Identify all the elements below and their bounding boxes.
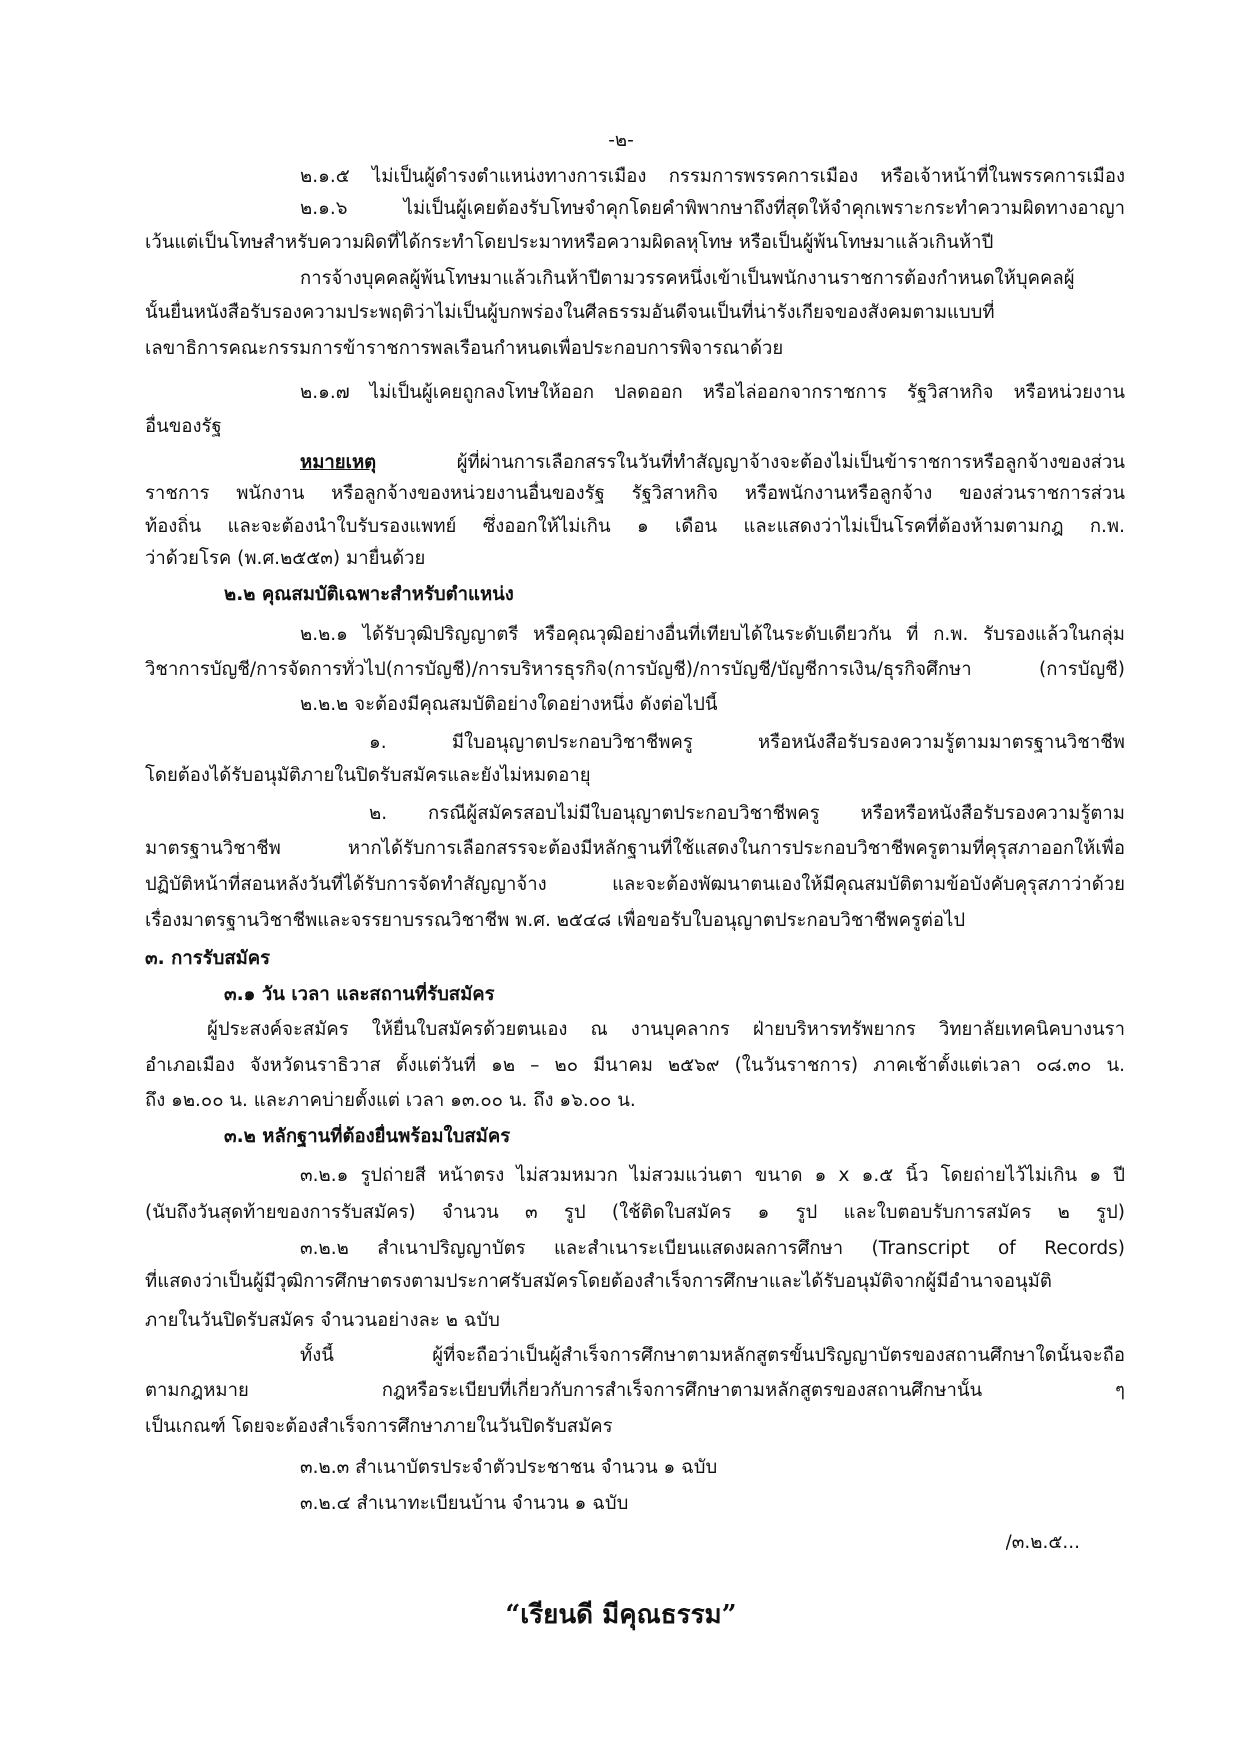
text-line: ๒.๒.๑ ได้รับวุฒิปริญญาตรี หรือคุณวุฒิอย่างอื่นที่เทียบได้ในระดับเดียวกัน ที่ ก.พ. รับรองแล้วในกลุ่ม bbox=[300, 624, 1125, 645]
text-line bbox=[300, 450, 1125, 478]
text-line: เรื่องมาตรฐานวิชาชีพและจรรยาบรรณวิชาชีพ พ.ศ. ๒๕๔๘ เพื่อขอรับใบอนุญาตประกอบวิชาชีพครูต่อไป bbox=[145, 910, 966, 931]
text-line: การจ้างบุคคลผู้พ้นโทษมาแล้วเกินห้าปีตามวรรคหนึ่งเข้าเป็นพนักงานราชการต้องกำหนดให้บุคคลผู้ bbox=[300, 268, 1075, 289]
text-line: เว้นแต่เป็นโทษสำหรับความผิดที่ได้กระทำโดยประมาทหรือความผิดลหุโทษ หรือเป็นผู้พ้นโทษมาแล้วเกินห้าปี bbox=[145, 232, 994, 253]
text-line: ถึง ๑๒.๐๐ น. และภาคบ่ายตั้งแต่ เวลา ๑๓.๐๐ น. ถึง ๑๖.๐๐ น. bbox=[145, 1090, 636, 1111]
text-line: ๓.๒.๔ สำเนาทะเบียนบ้าน จำนวน ๑ ฉบับ bbox=[300, 1493, 629, 1514]
text-line: โดยต้องได้รับอนุมัติภายในปิดรับสมัครและยังไม่หมดอายุ bbox=[145, 765, 591, 786]
text-line: ผู้ประสงค์จะสมัคร ให้ยื่นใบสมัครด้วยตนเอง ณ งานบุคลากร ฝ่ายบริหารทรัพยากร วิทยาลัยเทคนิคบางนรา bbox=[207, 1019, 1125, 1040]
text-line: นั้นยื่นหนังสือรับรองความประพฤติว่าไม่เป็นผู้บกพร่องในศีลธรรมอันดีจนเป็นที่น่ารังเกียจของสังคมตามแบบที่ bbox=[145, 302, 995, 323]
section-heading: ๓.๒ หลักฐานที่ต้องยื่นพร้อมใบสมัคร bbox=[224, 1126, 511, 1147]
page-number: -๒- bbox=[608, 130, 634, 151]
text-line: ภายในวันปิดรับสมัคร จำนวนอย่างละ ๒ ฉบับ bbox=[145, 1310, 500, 1331]
text-line: ๒.๑.๕ ไม่เป็นผู้ดำรงตำแหน่งทางการเมือง กรรมการพรรคการเมือง หรือเจ้าหน้าที่ในพรรคการเมือง bbox=[300, 166, 1125, 187]
text-line: ราชการ พนักงาน หรือลูกจ้างของหน่วยงานอื่นของรัฐ รัฐวิสาหกิจ หรือพนักงานหรือลูกจ้าง ของส่วนราชการส่วน bbox=[145, 483, 1125, 504]
text-line: ๒.๑.๖ ไม่เป็นผู้เคยต้องรับโทษจำคุกโดยคำพิพากษาถึงที่สุดให้จำคุกเพราะกระทำความผิดทางอาญา bbox=[300, 198, 1125, 219]
section-heading: ๒.๒ คุณสมบัติเฉพาะสำหรับตำแหน่ง bbox=[224, 584, 514, 605]
note-label: หมายเหตุ bbox=[300, 452, 377, 473]
text-line: อำเภอเมือง จังหวัดนราธิวาส ตั้งแต่วันที่ ๑๒ – ๒๐ มีนาคม ๒๕๖๙ (ในวันราชการ) ภาคเช้าตั้งแต่เวลา ๐๘.๓๐ น. bbox=[145, 1055, 1125, 1076]
text-line: ท้องถิ่น และจะต้องนำใบรับรองแพทย์ ซึ่งออกให้ไม่เกิน ๑ เดือน และแสดงว่าไม่เป็นโรคที่ต้องห้ามตามกฎ ก.พ. bbox=[145, 516, 1125, 537]
text-line: ตามกฎหมาย กฎหรือระเบียบที่เกี่ยวกับการสำเร็จการศึกษาตามหลักสูตรของสถานศึกษานั้น ๆ bbox=[145, 1380, 1125, 1401]
text-line: อื่นของรัฐ bbox=[145, 416, 222, 437]
text-line: ๓.๒.๓ สำเนาบัตรประจำตัวประชาชน จำนวน ๑ ฉบับ bbox=[300, 1457, 718, 1478]
note-text: ผู้ที่ผ่านการเลือกสรรในวันที่ทำสัญญาจ้างจะต้องไม่เป็นข้าราชการหรือลูกจ้างของส่วน bbox=[376, 452, 1125, 473]
text-line: เป็นเกณฑ์ โดยจะต้องสำเร็จการศึกษาภายในวันปิดรับสมัคร bbox=[145, 1416, 613, 1437]
text-line: ๒.๒.๒ จะต้องมีคุณสมบัติอย่างใดอย่างหนึ่ง ดังต่อไปนี้ bbox=[300, 694, 718, 715]
text-line: ปฏิบัติหน้าที่สอนหลังวันที่ได้รับการจัดทำสัญญาจ้าง และจะต้องพัฒนาตนเองให้มีคุณสมบัติตามข้อบังคับคุรุสภาว่าด้วย bbox=[145, 874, 1125, 895]
text-line: มาตรฐานวิชาชีพ หากได้รับการเลือกสรรจะต้องมีหลักฐานที่ใช้แสดงในการประกอบวิชาชีพครูตามที่คุรุสภาออกให้เพื่อ bbox=[145, 838, 1125, 859]
text-line: ๒. กรณีผู้สมัครสอบไม่มีใบอนุญาตประกอบวิชาชีพครู หรือหรือหนังสือรับรองความรู้ตาม bbox=[369, 803, 1125, 824]
text-line: ว่าด้วยโรค (พ.ศ.๒๕๕๓) มายื่นด้วย bbox=[145, 548, 426, 569]
text-line: วิชาการบัญชี/การจัดการทั่วไป(การบัญชี)/การบริหารธุรกิจ(การบัญชี)/การบัญชี/บัญชีการเงิน/ธุรกิจศึกษา (การบัญชี) bbox=[145, 659, 1125, 680]
text-line: ๑. มีใบอนุญาตประกอบวิชาชีพครู หรือหนังสือรับรองความรู้ตามมาตรฐานวิชาชีพ bbox=[369, 732, 1125, 753]
text-line: ที่แสดงว่าเป็นผู้มีวุฒิการศึกษาตรงตามประกาศรับสมัครโดยต้องสำเร็จการศึกษาและได้รับอนุมัติจากผู้มีอำนาจอนุมัติ bbox=[145, 1271, 1052, 1292]
text-line: ๓.๒.๑ รูปถ่ายสี หน้าตรง ไม่สวมหมวก ไม่สวมแว่นตา ขนาด ๑ x ๑.๕ นิ้ว โดยถ่ายไว้ไม่เกิน ๑ ปี bbox=[300, 1165, 1125, 1186]
text-line: ๒.๑.๗ ไม่เป็นผู้เคยถูกลงโทษให้ออก ปลดออก หรือไล่ออกจากราชการ รัฐวิสาหกิจ หรือหน่วยงาน bbox=[300, 382, 1125, 403]
text-line: เลขาธิการคณะกรรมการข้าราชการพลเรือนกำหนดเพื่อประกอบการพิจารณาด้วย bbox=[145, 338, 784, 359]
continuation-reference: /๓.๒.๕... bbox=[1005, 1532, 1080, 1553]
text-line: ๓.๒.๒ สำเนาปริญญาบัตร และสำเนาระเบียนแสดงผลการศึกษา (Transcript of Records) bbox=[300, 1238, 1125, 1259]
text-line: ทั้งนี้ ผู้ที่จะถือว่าเป็นผู้สำเร็จการศึกษาตามหลักสูตรขั้นปริญญาบัตรของสถานศึกษาใดนั้นจะถือ bbox=[300, 1345, 1125, 1366]
college-motto: “เรียนดี มีคุณธรรม” bbox=[505, 1600, 737, 1630]
text-line: (นับถึงวันสุดท้ายของการรับสมัคร) จำนวน ๓ รูป (ใช้ติดใบสมัคร ๑ รูป และใบตอบรับการสมัคร ๒ รูป) bbox=[145, 1202, 1125, 1223]
section-heading: ๓.๑ วัน เวลา และสถานที่รับสมัคร bbox=[224, 984, 495, 1005]
section-heading: ๓. การรับสมัคร bbox=[145, 948, 271, 969]
